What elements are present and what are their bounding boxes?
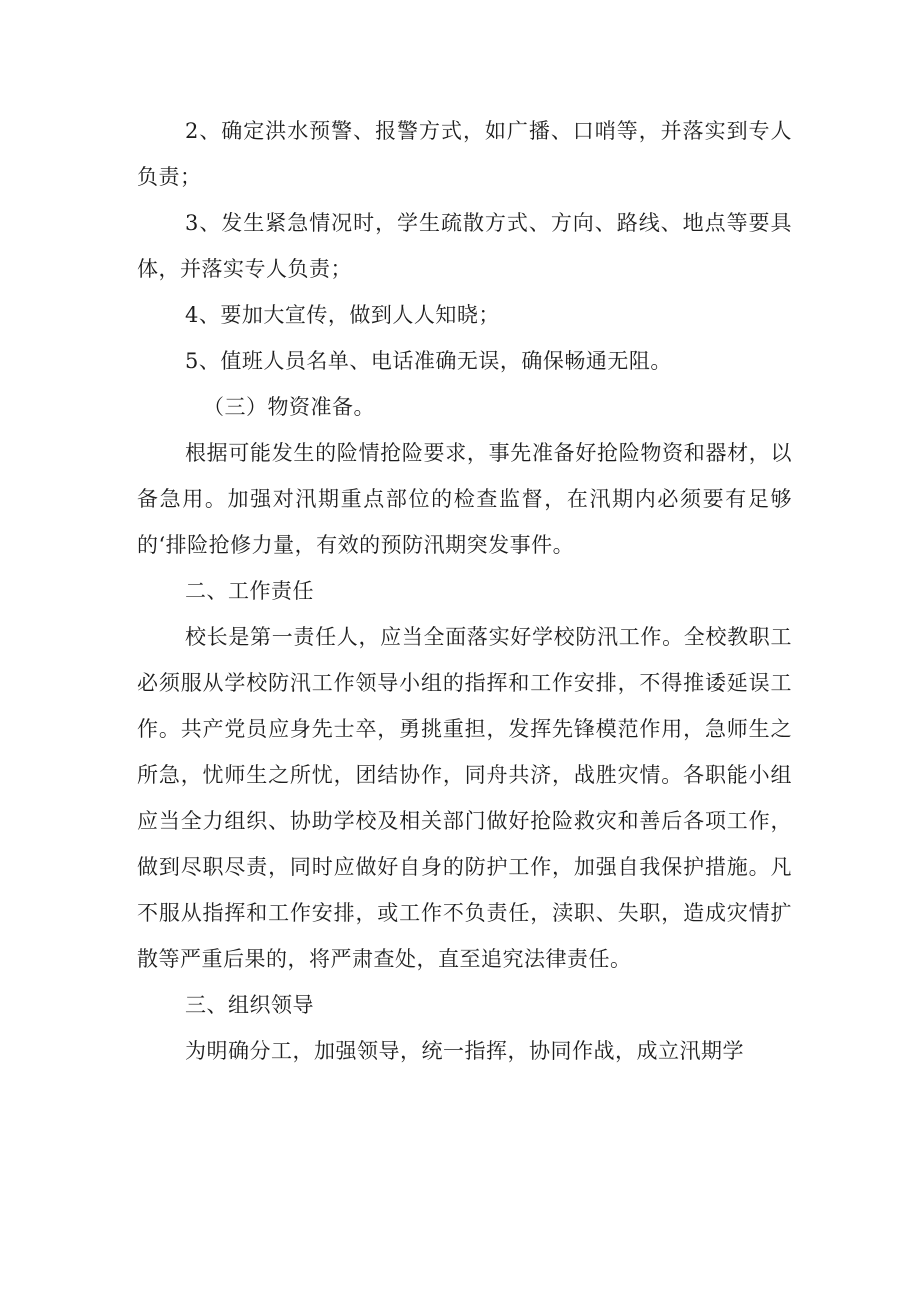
section-heading-responsibility: 二、工作责任: [185, 579, 314, 603]
list-item-warning: 2、确定洪水预警、报警方式，如广播、口哨等，并落实到专人负责；: [137, 119, 792, 189]
section-heading-materials: （三）物资准备。: [203, 395, 375, 419]
list-item-evacuation: 3、发生紧急情况时，学生疏散方式、方向、路线、地点等要具体，并落实专人负责；: [137, 211, 792, 281]
section-heading-leadership: 三、组织领导: [185, 993, 314, 1017]
responsibility-paragraph: 校长是第一责任人，应当全面落实好学校防汛工作。全校教职工必须服从学校防汛工作领导小组的指挥和工作安排，不得推诿延误工作。共产党员应身先士卒，勇挑重担，发挥先锋模范作用，急师生之所急，忧师生之所忧，团结协作，同舟共济，战胜灾情。各职能小组应当全力组织、协助学校及相关部门做好抢险救灾和善后各项工作，做到尽职尽责，同时应做好自身的防护工作，加强自我保护措施。凡不服从指挥和工作安排，或工作不负责任，渎职、失职，造成灾情扩散等严重后果的，将严肃查处，直至追究法律责任。: [137, 625, 792, 971]
list-item-duty-roster: 5、值班人员名单、电话准确无误，确保畅通无阻。: [185, 349, 672, 373]
materials-paragraph: 根据可能发生的险情抢险要求，事先准备好抢险物资和器材，以备急用。加强对汛期重点部位的检查监督，在汛期内必须要有足够的‘排险抢修力量，有效的预防汛期突发事件。: [137, 441, 792, 557]
document-page: [137, 108, 792, 1074]
leadership-paragraph: 为明确分工，加强领导，统一指挥，协同作战，成立汛期学: [185, 1039, 744, 1063]
list-item-publicity: 4、要加大宣传，做到人人知晓；: [185, 303, 500, 327]
